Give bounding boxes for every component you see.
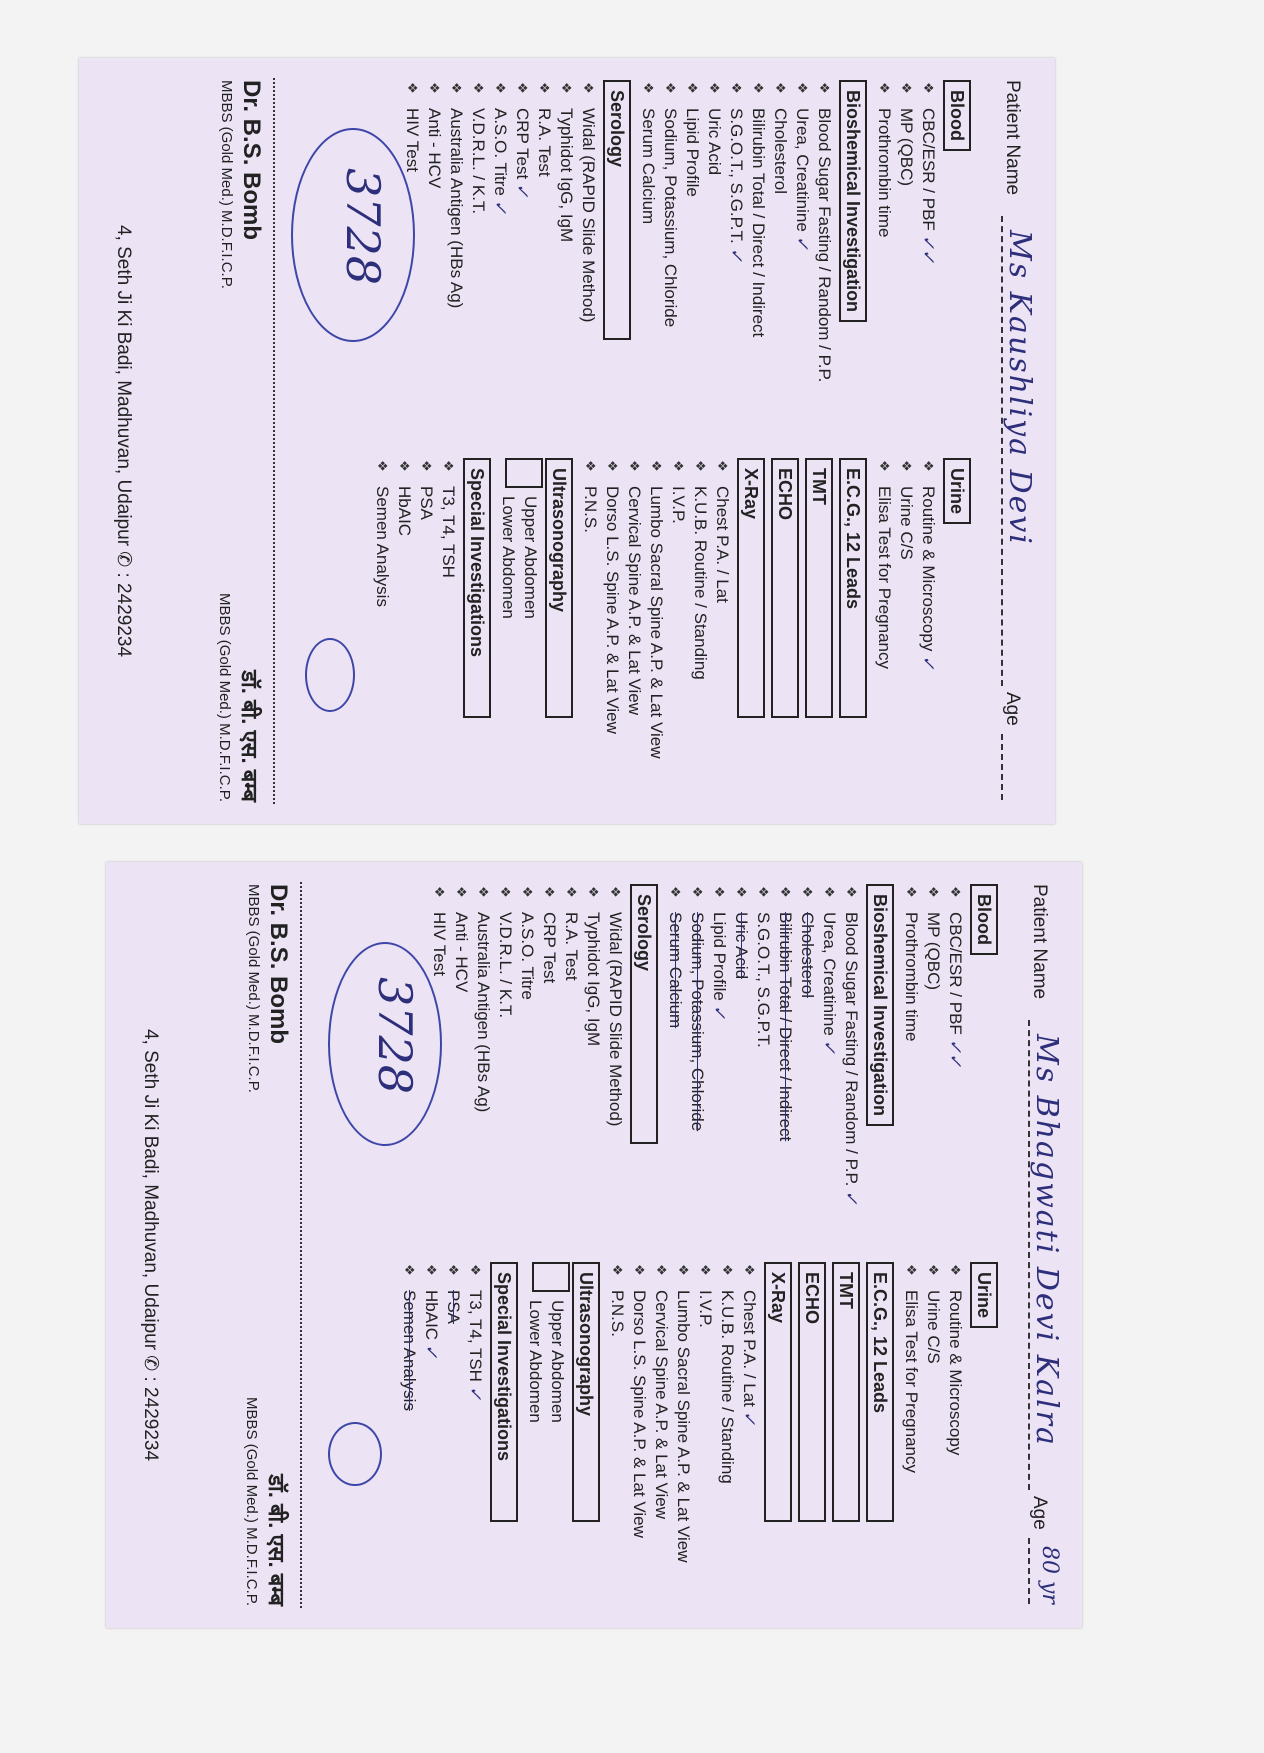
list-item: ❖ Cervical Spine A.P. & Lat View [650, 1290, 672, 1622]
list-item: ❖ Sodium, Potassium, Chloride [659, 108, 681, 440]
right-column [398, 1262, 1004, 1622]
ultrasonography-block [524, 1262, 600, 1622]
list-item: ❖ K.U.B. Routine / Standing [716, 1290, 738, 1622]
list-item: Lower Abdomen [499, 496, 518, 619]
list-item: ❖ PSA [415, 486, 437, 818]
list-item: ❖ Elisa Test for Pregnancy [900, 1290, 922, 1622]
list-item: ❖ PSA [442, 1290, 464, 1622]
patient-row [993, 80, 1037, 800]
doctor-block-english [245, 884, 292, 1093]
section-ecg: E.C.G., 12 Leads [839, 458, 867, 718]
doctor-name-hindi: डॉ. बी. एस. बम्ब [237, 670, 262, 802]
section-xray: X-Ray [737, 458, 765, 718]
list-item: ❖ P.N.S. [606, 1290, 628, 1622]
list-item: ❖ Urine C/S [895, 486, 917, 818]
section-special: Special Investigations [463, 458, 491, 718]
doctor-qualification: MBBS (Gold Med.) M.D.F.I.C.P. [218, 80, 235, 289]
list-item: Upper Abdomen [548, 1300, 567, 1423]
patient-name-handwritten: Ms Kaushliya Devi [1002, 230, 1037, 546]
right-column [371, 458, 977, 818]
list-item: ❖ Serum Calcium [637, 108, 659, 440]
left-column [401, 80, 977, 440]
list-item: ❖ Prothrombin time [873, 108, 895, 440]
tick-mark: ✓✓ [945, 1038, 965, 1068]
list-item: ❖ T3, T4, TSH✓ [464, 1290, 486, 1622]
patient-row [1020, 884, 1064, 1604]
doctor-qualification: MBBS (Gold Med.) M.D.F.I.C.P. [245, 884, 262, 1093]
doctor-name: Dr. B.S. Bomb [265, 884, 292, 1045]
list-item: ❖ T3, T4, TSH [437, 486, 459, 818]
list-item: ❖ MP (QBC) [922, 912, 944, 1244]
serology-list [401, 80, 599, 440]
list-item: ❖ Widal (RAPID Slide Method) [604, 912, 626, 1244]
xray-list [579, 458, 733, 818]
list-item: ❖ Typhidot IgG, IgM [555, 108, 577, 440]
doctor-qualification-hindi: MBBS (Gold Med.) M.D.F.I.C.P. [243, 1397, 260, 1606]
ultrasonography-list [497, 458, 541, 818]
list-item: ❖ CRP Test [538, 912, 560, 1244]
list-item: ❖ Uric Acid [730, 912, 752, 1244]
list-item: ❖ Lumbo Sacral Spine A.P. & Lat View [645, 486, 667, 818]
list-item: ❖ CRP Test✓ [511, 108, 533, 440]
tick-mark: ✓ [819, 1039, 839, 1055]
tick-mark: ✓ [512, 183, 532, 198]
lab-slip-2 [106, 862, 1082, 1628]
section-urine: Urine [943, 458, 971, 524]
list-item: ❖ Semen Analysis [398, 1290, 420, 1622]
list-item: ❖ Australia Antigen (HBs Ag) [472, 912, 494, 1244]
age-label: Age [1029, 1496, 1050, 1530]
doctor-block-hindi [216, 593, 265, 802]
section-tmt: TMT [805, 458, 833, 718]
doctor-block-english [218, 80, 265, 289]
age-value: 80 yr [1037, 1546, 1062, 1604]
list-item: ❖ I.V.P. [667, 486, 689, 818]
age-line [1028, 1538, 1030, 1604]
list-item: ❖ R.A. Test [533, 108, 555, 440]
list-item: ❖ HbAIC [393, 486, 415, 818]
doctor-name: Dr. B.S. Bomb [238, 80, 265, 241]
signature-mark [328, 1422, 382, 1486]
ultrasonography-block [497, 458, 573, 818]
doctor-qualification-hindi: MBBS (Gold Med.) M.D.F.I.C.P. [216, 593, 233, 802]
section-ecg: E.C.G., 12 Leads [866, 1262, 894, 1522]
list-item: ❖ Cholesterol [796, 912, 818, 1244]
list-item: Upper Abdomen [521, 496, 540, 619]
list-item: Lower Abdomen [526, 1300, 545, 1423]
list-item: ❖ HIV Test [428, 912, 450, 1244]
section-ultrasonography: Ultrasonography [545, 458, 573, 718]
list-item: ❖ Urea, Creatinine✓ [818, 912, 840, 1244]
list-item: ❖ Widal (RAPID Slide Method) [577, 108, 599, 440]
list-item: ❖ S.G.O.T., S.G.P.T. [752, 912, 774, 1244]
list-item: ❖ I.V.P. [694, 1290, 716, 1622]
ultrasonography-checkbox [505, 458, 543, 488]
list-item: ❖ Serum Calcium [664, 912, 686, 1244]
xray-list [606, 1262, 760, 1622]
list-item: ❖ A.S.O. Titre✓ [489, 108, 511, 440]
list-item: ❖ Elisa Test for Pregnancy [873, 486, 895, 818]
special-list [371, 458, 459, 818]
section-serology: Serology [630, 884, 658, 1144]
urine-list [873, 458, 939, 818]
tick-mark: ✓ [918, 655, 938, 670]
blood-list [900, 884, 966, 1244]
tick-mark: ✓ [792, 235, 812, 251]
tick-mark: ✓ [709, 1004, 729, 1020]
doctor-block-hindi [243, 1397, 292, 1606]
list-item: ❖ P.N.S. [579, 486, 601, 818]
lab-slip-1 [79, 58, 1055, 824]
list-item: ❖ K.U.B. Routine / Standing [689, 486, 711, 818]
section-special: Special Investigations [490, 1262, 518, 1522]
list-item: ❖ R.A. Test [560, 912, 582, 1244]
stamp-number: 3728 [336, 168, 390, 286]
list-item: ❖ Dorso L.S. Spine A.P. & Lat View [628, 1290, 650, 1622]
biochemical-list [664, 884, 862, 1244]
list-item: ❖ Chest P.A. / Lat [711, 486, 733, 818]
biochemical-list [637, 80, 835, 440]
section-blood: Blood [943, 80, 971, 151]
section-ultrasonography: Ultrasonography [572, 1262, 600, 1522]
list-item: ❖ Sodium, Potassium, Chloride [686, 912, 708, 1244]
age-label: Age [1002, 692, 1023, 726]
clinic-address: 4, Seth Ji Ki Badi, Madhuvan, Udaipur ✆ : 2429234 [140, 1028, 161, 1462]
patient-name-handwritten: Ms Bhagwati Devi Kalra [1029, 1034, 1064, 1447]
list-item: ❖ Anti - HCV [423, 108, 445, 440]
tick-mark: ✓ [726, 247, 746, 262]
list-item: ❖ MP (QBC) [895, 108, 917, 440]
clinic-address: 4, Seth Ji Ki Badi, Madhuvan, Udaipur ✆ : 2429234 [113, 224, 134, 658]
section-blood: Blood [970, 884, 998, 955]
list-item: ❖ Dorso L.S. Spine A.P. & Lat View [601, 486, 623, 818]
list-item: ❖ HbAIC✓ [420, 1290, 442, 1622]
list-item: ❖ Lipid Profile✓ [708, 912, 730, 1244]
list-item: ❖ Lipid Profile [681, 108, 703, 440]
section-biochemical: Bioshemical Investigation [839, 80, 867, 322]
list-item: ❖ CBC/ESR / PBF✓✓ [944, 912, 966, 1244]
section-xray: X-Ray [764, 1262, 792, 1522]
list-item: ❖ Anti - HCV [450, 912, 472, 1244]
signature-mark [305, 638, 355, 712]
serology-list [428, 884, 626, 1244]
list-item: ❖ Cervical Spine A.P. & Lat View [623, 486, 645, 818]
doctor-name-hindi: डॉ. बी. एस. बम्ब [264, 1474, 289, 1606]
section-serology: Serology [603, 80, 631, 340]
list-item: ❖ Australia Antigen (HBs Ag) [445, 108, 467, 440]
patient-name-label: Patient Name [1029, 884, 1050, 1000]
list-item: ❖ Bilirubin Total / Direct / Indirect [774, 912, 796, 1244]
list-item: ❖ Urine C/S [922, 1290, 944, 1622]
list-item: ❖ Uric Acid [703, 108, 725, 440]
section-echo: ECHO [798, 1262, 826, 1522]
section-echo: ECHO [771, 458, 799, 718]
list-item: ❖ Lumbo Sacral Spine A.P. & Lat View [672, 1290, 694, 1622]
list-item: ❖ Chest P.A. / Lat✓ [738, 1290, 760, 1622]
list-item: ❖ Blood Sugar Fasting / Random / P.P. [813, 108, 835, 440]
tick-mark: ✓✓ [918, 234, 938, 264]
list-item: ❖ Blood Sugar Fasting / Random / P.P.✓ [840, 912, 862, 1244]
list-item: ❖ Typhidot IgG, IgM [582, 912, 604, 1244]
signature-rule [300, 882, 302, 1608]
tick-mark: ✓ [490, 199, 510, 215]
list-item: ❖ V.D.R.L. / K.T. [467, 108, 489, 440]
section-tmt: TMT [832, 1262, 860, 1522]
ultrasonography-checkbox [532, 1262, 570, 1292]
tick-mark: ✓ [465, 1385, 485, 1401]
list-item: ❖ Urea, Creatinine✓ [791, 108, 813, 440]
left-column [428, 884, 1004, 1244]
section-biochemical: Bioshemical Investigation [866, 884, 894, 1126]
age-line [1001, 734, 1003, 800]
ultrasonography-list [524, 1262, 568, 1622]
list-item: ❖ Prothrombin time [900, 912, 922, 1244]
list-item: ❖ Routine & Microscopy✓ [917, 486, 939, 818]
blood-list [873, 80, 939, 440]
signature-rule [273, 78, 275, 804]
list-item: ❖ Semen Analysis [371, 486, 393, 818]
list-item: ❖ CBC/ESR / PBF✓✓ [917, 108, 939, 440]
list-item: ❖ Cholesterol [769, 108, 791, 440]
section-urine: Urine [970, 1262, 998, 1328]
list-item: ❖ V.D.R.L. / K.T. [494, 912, 516, 1244]
list-item: ❖ A.S.O. Titre [516, 912, 538, 1244]
list-item: ❖ Bilirubin Total / Direct / Indirect [747, 108, 769, 440]
tick-mark: ✓ [739, 1410, 759, 1426]
tick-mark: ✓ [841, 1190, 861, 1205]
list-item: ❖ S.G.O.T., S.G.P.T.✓ [725, 108, 747, 440]
special-list [398, 1262, 486, 1622]
list-item: ❖ HIV Test [401, 108, 423, 440]
tick-mark: ✓ [421, 1344, 441, 1359]
stamp-number: 3728 [368, 977, 422, 1095]
list-item: ❖ Routine & Microscopy [944, 1290, 966, 1622]
patient-name-label: Patient Name [1002, 80, 1023, 196]
urine-list [900, 1262, 966, 1622]
